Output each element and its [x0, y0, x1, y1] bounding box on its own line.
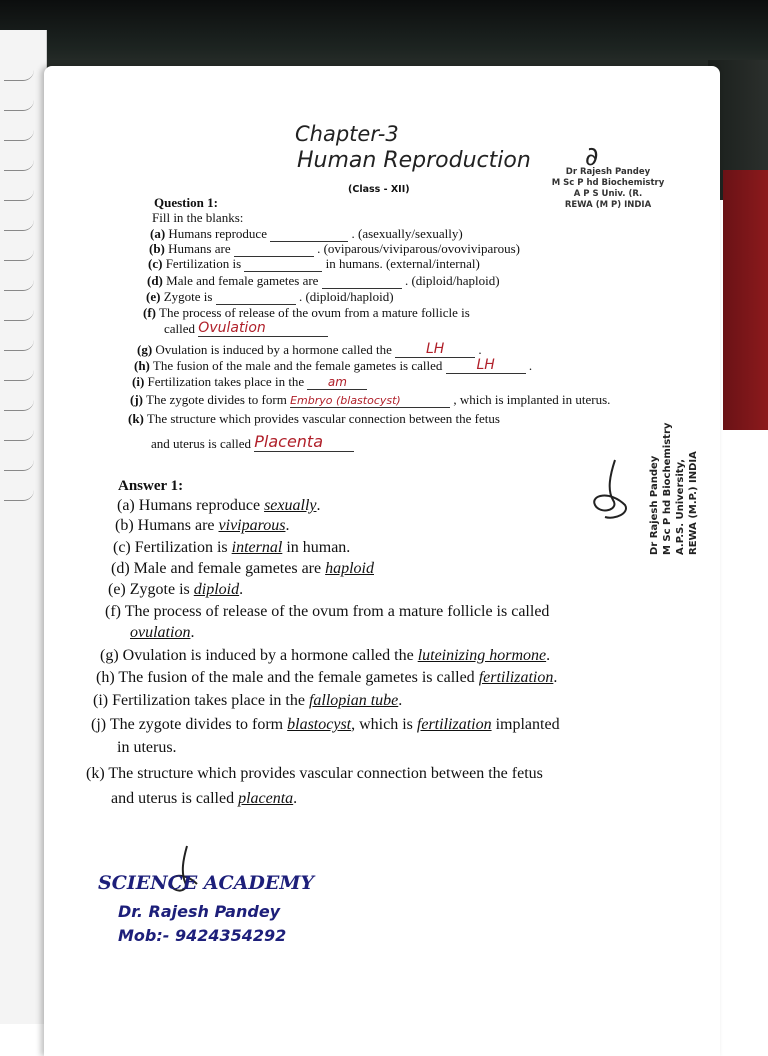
answer-item: (a) Humans reproduce sexually. [117, 497, 321, 514]
doctor-stamp [543, 167, 673, 211]
answer-title: Answer 1: [118, 478, 184, 494]
class-label: (Class - XII) [348, 184, 410, 195]
binding-ring [4, 70, 34, 81]
red-object [723, 170, 768, 430]
binding-ring [4, 400, 34, 411]
mobile-number: Mob:- 9424354292 [118, 926, 287, 945]
binding-ring [4, 130, 34, 141]
binding-ring [4, 190, 34, 201]
answer-item: (g) Ovulation is induced by a hormone called the luteinizing hormone. [100, 647, 551, 664]
answer-item: (e) Zygote is diploid. [108, 581, 244, 598]
question-item: (i) Fertilization takes place in the am [132, 374, 367, 390]
answer-item: (c) Fertilization is internal in human. [113, 539, 351, 556]
binding-ring [4, 340, 34, 351]
answer-item: (k) The structure which provides vascular connection between the fetus [86, 765, 543, 782]
binding-ring [4, 310, 34, 321]
question-item: (d) Male and female gametes are . (diploid/haploid) [147, 273, 500, 288]
answer-item: (j) The zygote divides to form blastocyst, which is fertilization implanted [91, 716, 560, 733]
vertical-stamp-line: M Sc P hd Biochemistry [662, 422, 673, 555]
question-item: (a) Humans reproduce . (asexually/sexually) [150, 226, 463, 241]
topic-heading: Human Reproduction [297, 148, 531, 173]
question-item: (c) Fertilization is in humans. (external/internal) [148, 256, 480, 271]
binding-ring [4, 100, 34, 111]
answer-item: (d) Male and female gametes are haploid [111, 560, 374, 577]
vertical-stamp-line: Dr Rajesh Pandey [649, 455, 660, 555]
answer-item: (i) Fertilization takes place in the fallopian tube. [93, 692, 403, 709]
question-item: (g) Ovulation is induced by a hormone called the LH . [137, 341, 482, 357]
question-item: and uterus is called Placenta [151, 432, 354, 452]
teacher-name: Dr. Rajesh Pandey [118, 902, 281, 921]
question-item: (j) The zygote divides to form Embryo (blastocyst) , which is implanted in uterus. [130, 392, 611, 407]
question-item: called Ovulation [164, 320, 328, 337]
binding-ring [4, 370, 34, 381]
vertical-stamp [648, 395, 700, 555]
question-item: (b) Humans are . (oviparous/viviparous/ovoviviparous) [149, 241, 521, 256]
vertical-stamp-line: A.P.S. University, [675, 458, 686, 555]
answer-item: and uterus is called placenta. [111, 790, 298, 807]
binding-ring [4, 280, 34, 291]
answer-item: (h) The fusion of the male and the female gametes is called fertilization. [96, 669, 558, 686]
binding-ring [4, 430, 34, 441]
question-instruction: Fill in the blanks: [152, 210, 244, 225]
dark-background [0, 0, 768, 70]
binding-ring [4, 490, 34, 501]
answer-item: ovulation. [130, 624, 195, 641]
stamp-line: Dr Rajesh Pandey [565, 167, 651, 177]
chapter-heading: Chapter-3 [295, 122, 399, 146]
binding-ring [4, 160, 34, 171]
academy-name: SCIENCE ACADEMY [98, 872, 314, 894]
question-title: Question 1: [154, 195, 218, 210]
binding-ring [4, 220, 34, 231]
answer-item: (b) Humans are viviparous. [115, 517, 290, 534]
stamp-line: M Sc P hd Biochemistry [551, 178, 665, 188]
answer-item: in uterus. [117, 739, 177, 756]
question-item: (k) The structure which provides vascular connection between the fetus [128, 411, 500, 426]
question-item: (e) Zygote is . (diploid/haploid) [146, 289, 394, 304]
stamp-line: A P S Univ. (R. [573, 189, 643, 199]
signature [585, 455, 640, 525]
question-item: (h) The fusion of the male and the female gametes is called LH . [134, 357, 533, 373]
binding-ring [4, 250, 34, 261]
notebook-binding [0, 30, 47, 1024]
answer-item: (f) The process of release of the ovum from a mature follicle is called [105, 603, 550, 620]
vertical-stamp-line: REWA (M.P.) INDIA [688, 451, 699, 555]
question-item: (f) The process of release of the ovum from a mature follicle is [143, 305, 470, 320]
binding-ring [4, 460, 34, 471]
signature-mark: ∂ [585, 142, 599, 172]
stamp-line: REWA (M P) INDIA [564, 200, 652, 210]
